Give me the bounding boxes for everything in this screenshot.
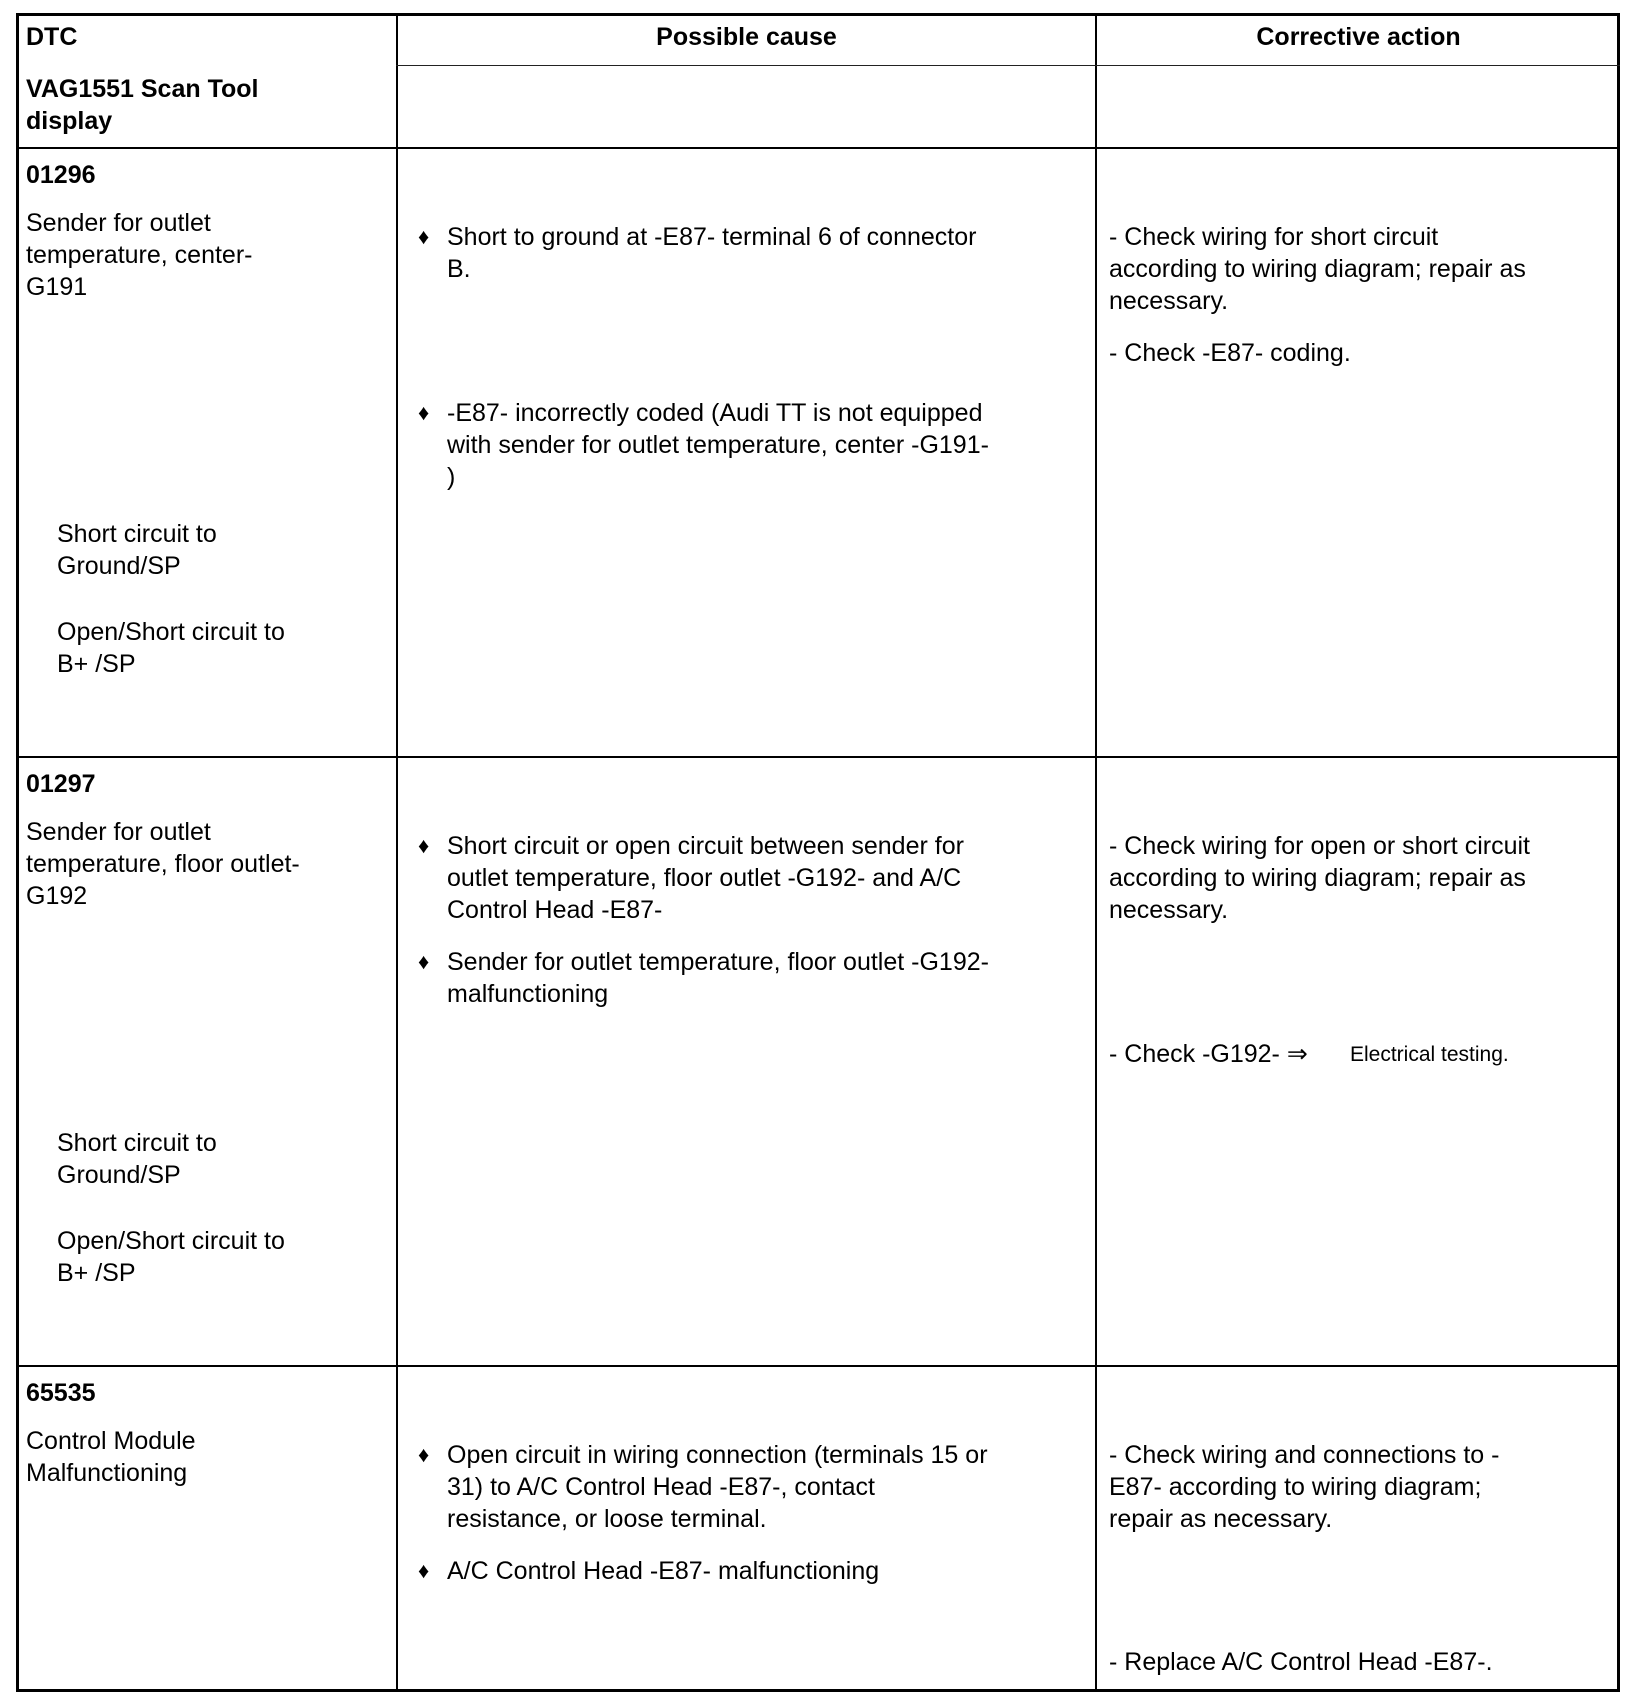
dtc-description: Sender for outlet temperature, floor outlet- G192 [26, 818, 300, 910]
possible-cause: Short circuit or open circuit between sender for outlet temperature, floor outlet -G192- and A/C Control Head -E87- [447, 832, 964, 924]
header-dtc: DTC [26, 23, 78, 51]
corrective-action: - Check wiring for open or short circuit according to wiring diagram; repair as necessary. [1109, 832, 1530, 924]
possible-cause: Open circuit in wiring connection (terminals 15 or 31) to A/C Control Head -E87-, contact resistance, or loose terminal. [447, 1441, 988, 1533]
fault-type: Short circuit to Ground/SP [57, 1129, 217, 1189]
possible-cause: Sender for outlet temperature, floor outlet -G192- malfunctioning [447, 948, 989, 1008]
corrective-action: - Replace A/C Control Head -E87-. [1109, 1648, 1493, 1676]
corrective-action: - Check wiring for short circuit according to wiring diagram; repair as necessary. [1109, 223, 1526, 315]
bullet-icon: ♦ [418, 224, 430, 249]
header-possible-cause: Possible cause [656, 23, 837, 51]
possible-cause: Short to ground at -E87- terminal 6 of connector B. [447, 223, 977, 283]
corrective-action: - Check wiring and connections to - E87- according to wiring diagram; repair as necessary. [1109, 1441, 1500, 1533]
fault-type: Open/Short circuit to B+ /SP [57, 1227, 285, 1287]
possible-cause: A/C Control Head -E87- malfunctioning [447, 1557, 880, 1585]
dtc-table [16, 13, 1620, 1692]
row-divider [16, 1365, 1620, 1367]
corrective-action: - Check -G192- ⇒ [1109, 1040, 1308, 1068]
corrective-action: - Check -E87- coding. [1109, 339, 1351, 367]
bullet-icon: ♦ [418, 400, 430, 425]
header-corrective-action: Corrective action [1256, 23, 1461, 51]
dtc-code: 65535 [26, 1379, 96, 1407]
column-divider [396, 13, 398, 1692]
dtc-description: Sender for outlet temperature, center- G191 [26, 209, 253, 301]
dtc-description: Control Module Malfunctioning [26, 1427, 196, 1487]
header-divider [396, 65, 1620, 66]
dtc-code: 01297 [26, 770, 96, 798]
fault-type: Short circuit to Ground/SP [57, 520, 217, 580]
fault-type: Open/Short circuit to B+ /SP [57, 618, 285, 678]
row-divider [16, 147, 1620, 149]
row-divider [16, 756, 1620, 758]
bullet-icon: ♦ [418, 949, 430, 974]
dtc-code: 01296 [26, 161, 96, 189]
possible-cause: -E87- incorrectly coded (Audi TT is not equipped with sender for outlet temperature, center -G191- ) [447, 399, 989, 491]
bullet-icon: ♦ [418, 1558, 430, 1583]
column-divider [1095, 13, 1097, 1692]
electrical-testing-link[interactable]: Electrical testing. [1350, 1043, 1509, 1066]
bullet-icon: ♦ [418, 833, 430, 858]
bullet-icon: ♦ [418, 1442, 430, 1467]
header-scan-tool-display: VAG1551 Scan Tool display [26, 75, 259, 135]
